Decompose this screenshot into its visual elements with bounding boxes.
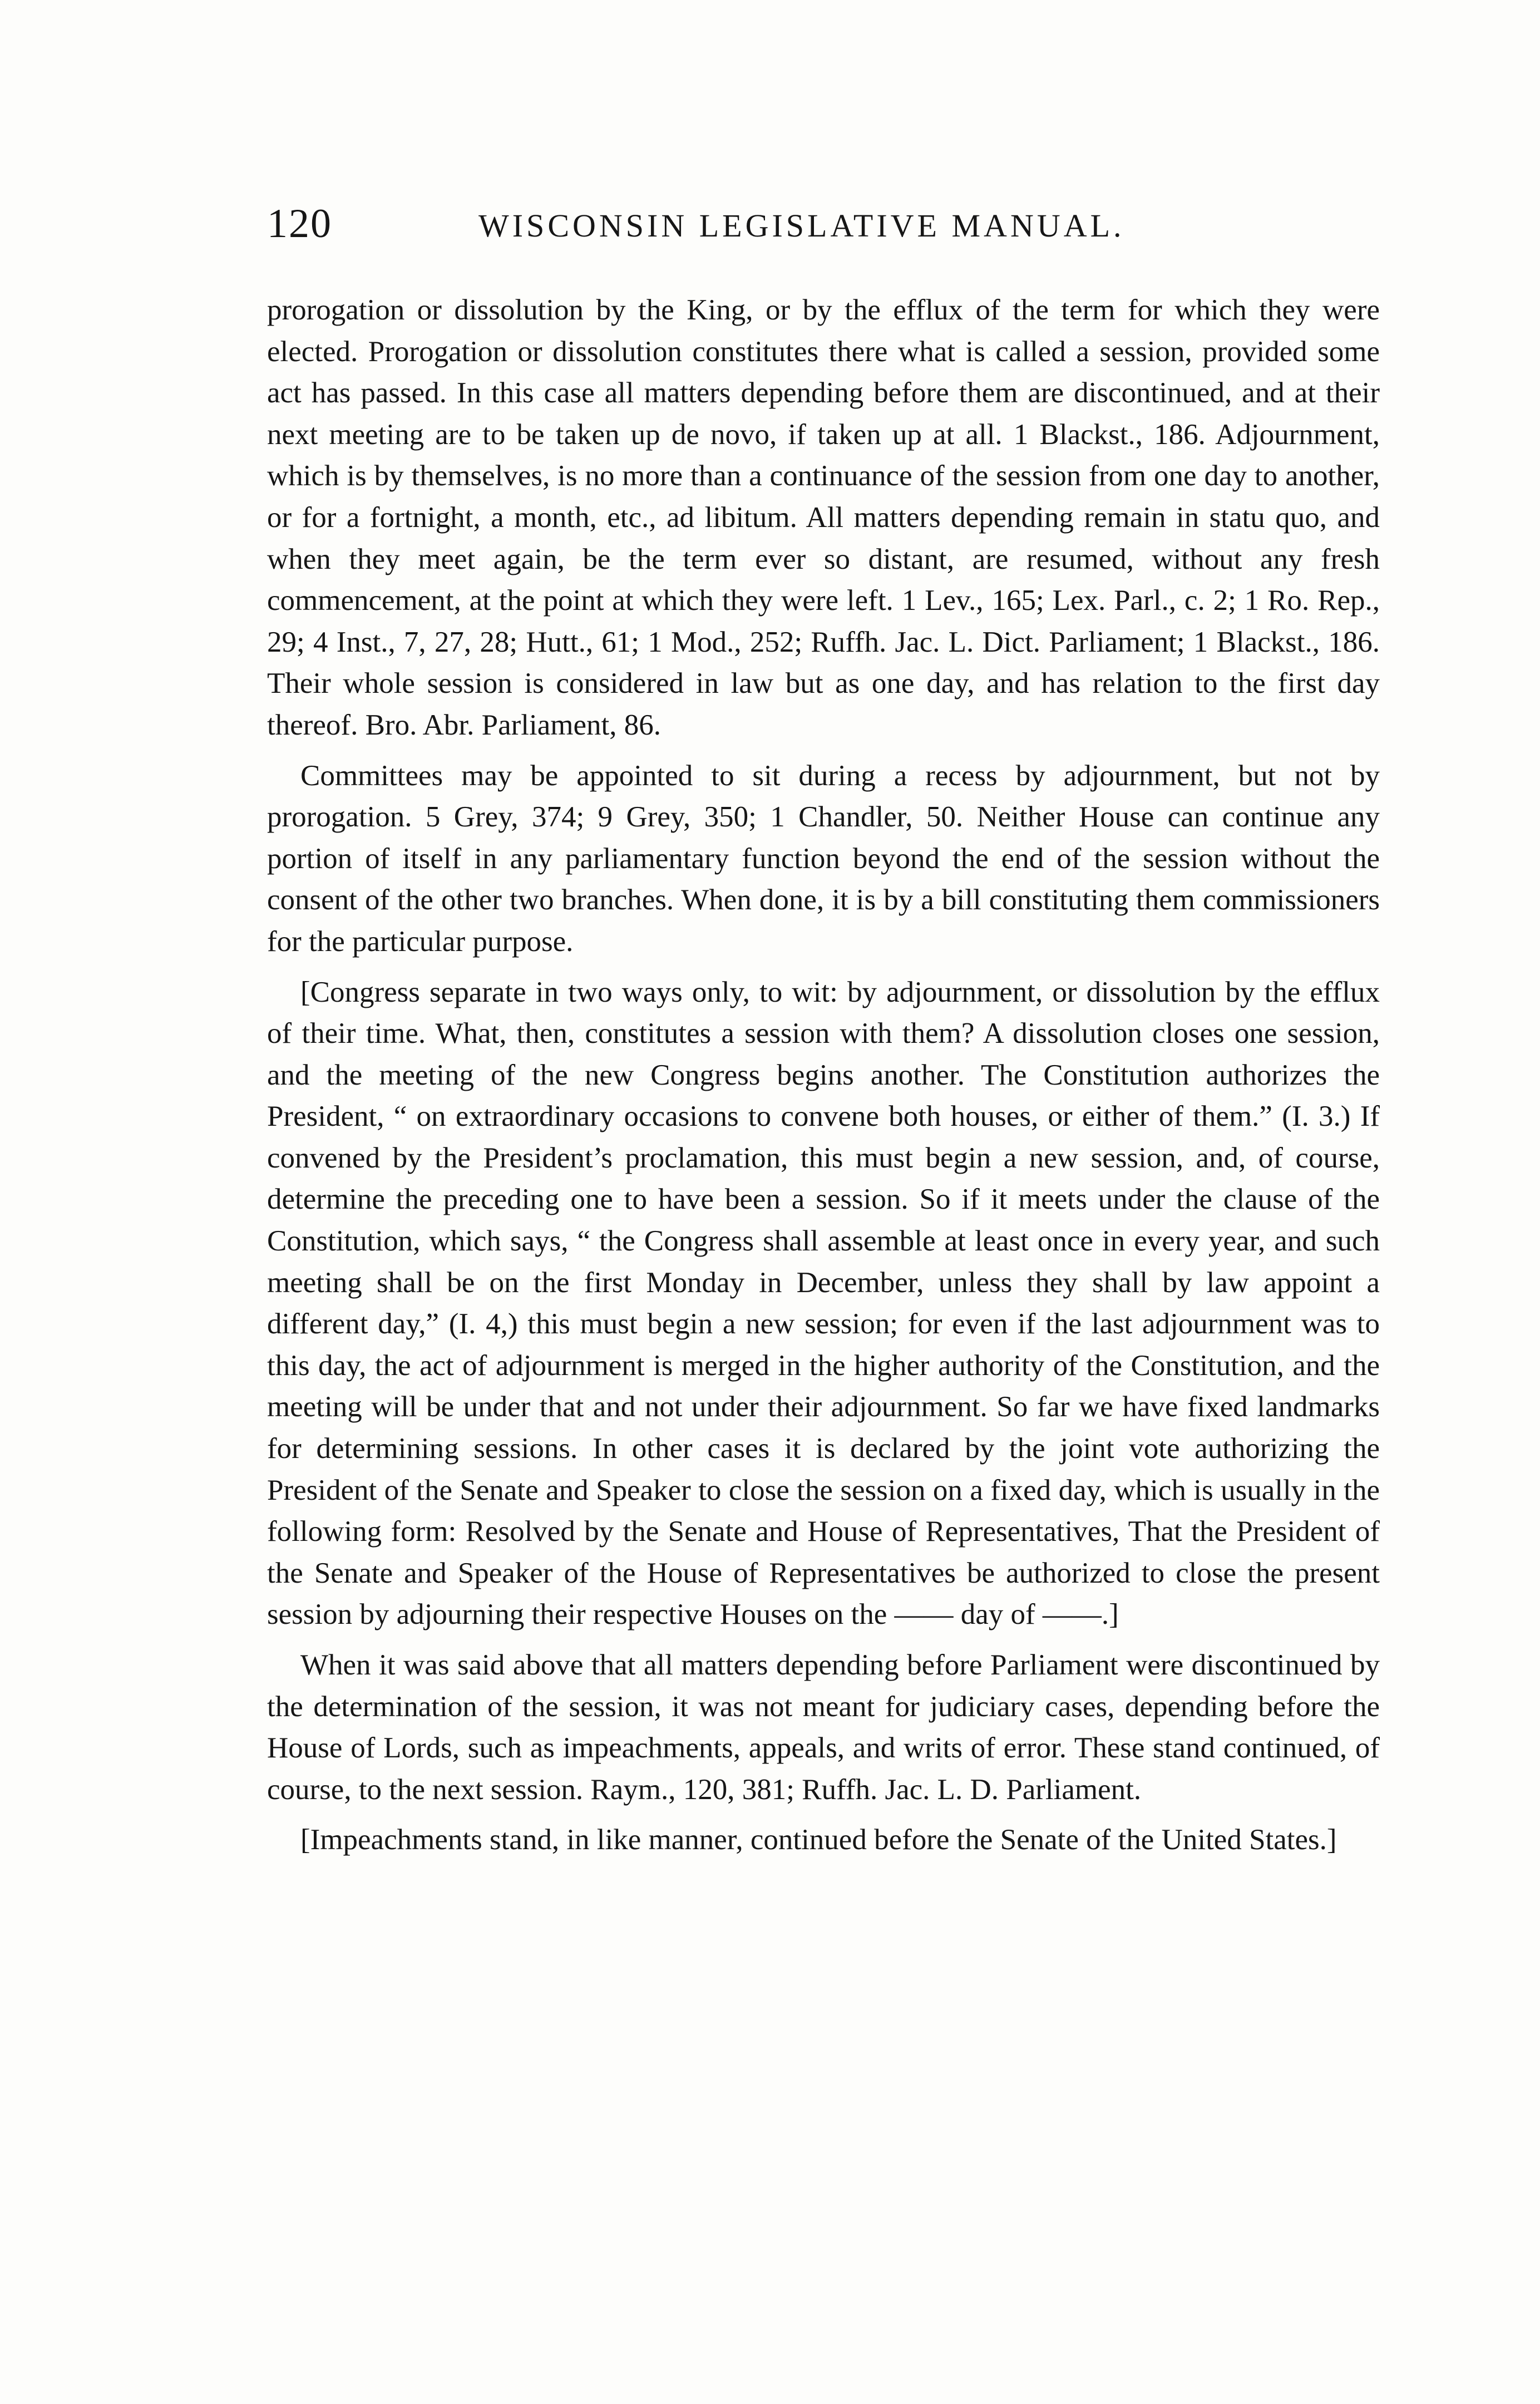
running-head: WISCONSIN LEGISLATIVE MANUAL.	[478, 208, 1125, 244]
paragraph: Committees may be appointed to sit during a recess by adjournment, but not by prorogation. 5 Grey, 374; 9 Grey, 350; 1 Chandler, 50. Neither House can continue any portion of itself in any parliamentary function beyond the end of the session without the consent of the other two branches. When done, it is by a bill constituting them commissioners for the particular purpose.	[267, 759, 1380, 958]
page-header	[267, 200, 1380, 262]
body-text	[267, 289, 1380, 1870]
paragraph: [Impeachments stand, in like manner, continued before the Senate of the United States.]	[300, 1824, 1337, 1856]
page-number: 120	[267, 201, 332, 247]
paragraph: [Congress separate in two ways only, to wit: by adjournment, or dissolution by the efflux of their time. What, then, constitutes a session with them? A dissolution closes one session, and the meeting of the new Congress begins another. The Constitution authorizes the President, “ on extraordinary occasions to convene both houses, or either of them.” (I. 3.) If convened by the President’s proclamation, this must begin a new session, and, of course, determine the preceding one to have been a session. So if it meets under the clause of the Constitution, which says, “ the Congress shall assemble at least once in every year, and such meeting shall be on the first Monday in December, unless they shall by law appoint a different day,” (I. 4,) this must begin a new session; for even if the last adjournment was to this day, the act of adjournment is merged in the higher authority of the Constitution, and the meeting will be under that and not under their adjournment. So far we have fixed landmarks for determining sessions. In other cases it is declared by the joint vote authorizing the President of the Senate and Speaker to close the session on a fixed day, which is usually in the following form: Resolved by the Senate and House of Representatives, That the President of the Senate and Speaker of the House of Representatives be authorized to close the present session by adjourning their respective Houses on the —— day of ——.]	[267, 976, 1380, 1631]
paragraph: When it was said above that all matters depending before Parliament were discontinued by the determination of the session, it was not meant for judiciary cases, depending before the House of Lords, such as impeachments, appeals, and writs of error. These stand continued, of course, to the next session. Raym., 120, 381; Ruffh. Jac. L. D. Parliament.	[267, 1649, 1380, 1806]
paragraph: prorogation or dissolution by the King, or by the efflux of the term for which they were elected. Prorogation or dissolution constitutes there what is called a session, provided some act has passed. In this case all matters depending before them are discontinued, and at their next meeting are to be taken up de novo, if taken up at all. 1 Blackst., 186. Adjournment, which is by themselves, is no more than a continuance of the session from one day to another, or for a fortnight, a month, etc., ad libitum. All matters depending remain in statu quo, and when they meet again, be the term ever so distant, are resumed, without any fresh commencement, at the point at which they were left. 1 Lev., 165; Lex. Parl., c. 2; 1 Ro. Rep., 29; 4 Inst., 7, 27, 28; Hutt., 61; 1 Mod., 252; Ruffh. Jac. L. Dict. Parliament; 1 Blackst., 186. Their whole session is considered in law but as one day, and has relation to the first day thereof. Bro. Abr. Parliament, 86.	[267, 294, 1380, 741]
